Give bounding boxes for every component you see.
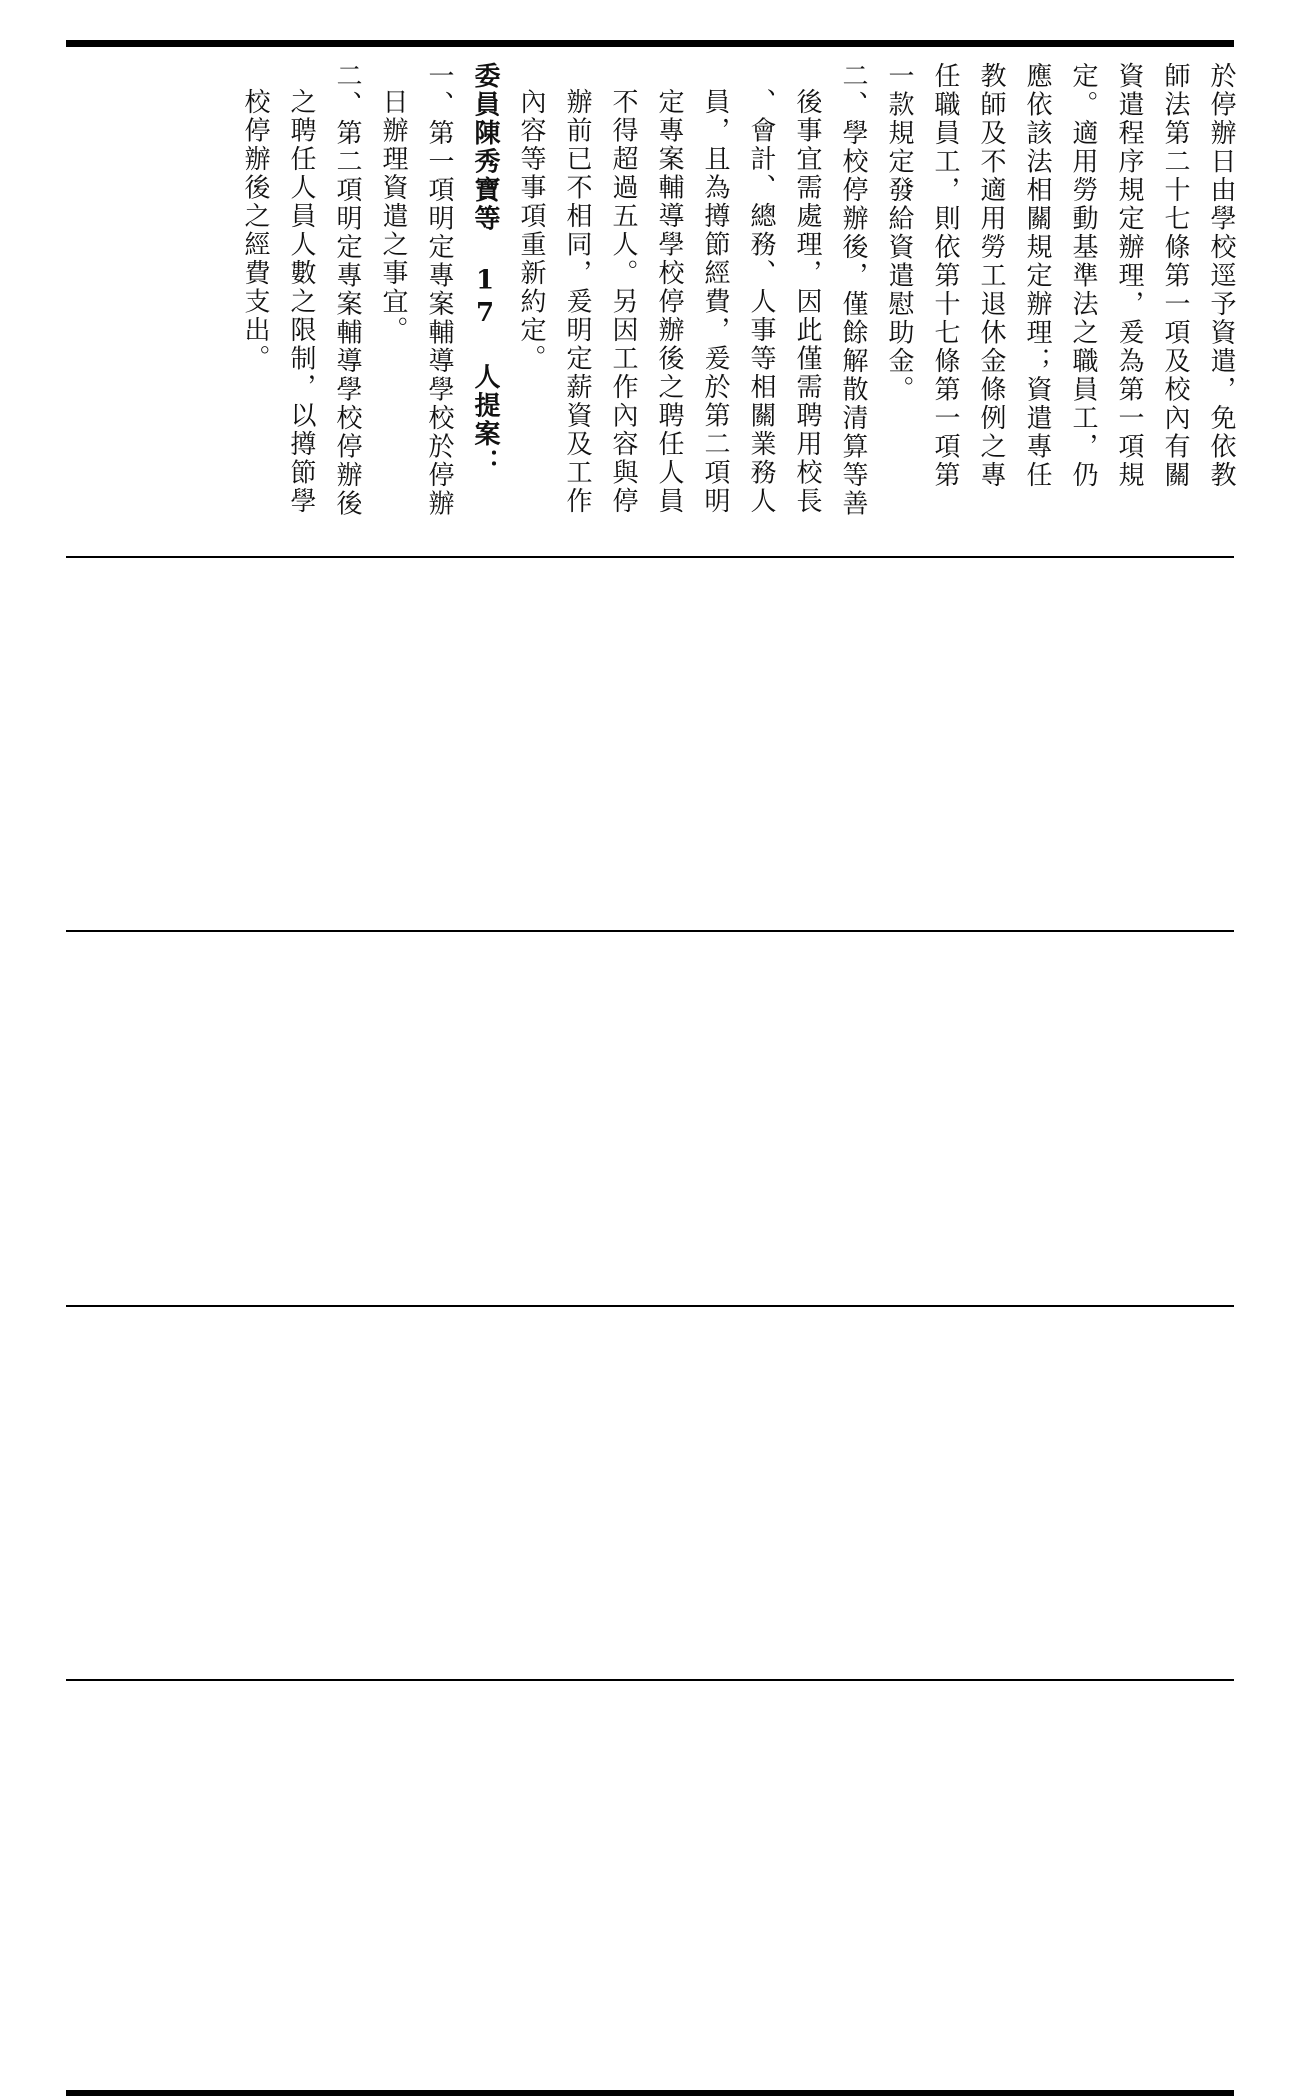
text-line: 於停辦日由學校逕予資遣，免依教 xyxy=(1206,62,1236,490)
empty-row xyxy=(66,1307,1234,1679)
text-line: 內容等事項重新約定。 xyxy=(516,88,546,373)
text-line: 員，且為撙節經費，爰於第二項明 xyxy=(700,88,730,516)
text-line: 教師及不適用勞工退休金條例之專 xyxy=(976,62,1006,490)
empty-row xyxy=(66,1681,1234,2091)
bottom-border xyxy=(66,2090,1234,2096)
text-line: 之聘任人員人數之限制，以撙節學 xyxy=(286,88,316,516)
text-line: 校停辦後之經費支出。 xyxy=(240,88,270,373)
text-line: 定。適用勞動基準法之職員工，仍 xyxy=(1068,62,1098,490)
text-line: 日辦理資遣之事宜。 xyxy=(378,88,408,345)
text-line: 應依該法相關規定辦理；資遣專任 xyxy=(1022,62,1052,490)
text-line: 一、第一項明定專案輔導學校於停辦 xyxy=(424,62,454,518)
text-line: 二、學校停辦後，僅餘解散清算等善 xyxy=(838,62,868,518)
text-line: 、會計、總務、人事等相關業務人 xyxy=(746,88,776,516)
text-line: 不得超過五人。另因工作內容與停 xyxy=(608,88,638,516)
proposal-heading: 委員陳秀寶等 17 人提案： xyxy=(470,62,500,477)
text-line: 定專案輔導學校停辦後之聘任人員 xyxy=(654,88,684,516)
empty-row xyxy=(66,558,1234,928)
text-line: 二、第二項明定專案輔導學校停辦後 xyxy=(332,62,362,518)
vertical-text-column xyxy=(94,62,1244,537)
empty-row xyxy=(66,932,1234,1304)
text-line: 一款規定發給資遣慰助金。 xyxy=(884,62,914,404)
text-line: 師法第二十七條第一項及校內有關 xyxy=(1160,62,1190,490)
text-line: 辦前已不相同，爰明定薪資及工作 xyxy=(562,88,592,516)
text-line: 任職員工，則依第十七條第一項第 xyxy=(930,62,960,490)
text-line: 後事宜需處理，因此僅需聘用校長 xyxy=(792,88,822,516)
text-line: 資遣程序規定辦理，爰為第一項規 xyxy=(1114,62,1144,490)
top-border xyxy=(66,40,1234,47)
